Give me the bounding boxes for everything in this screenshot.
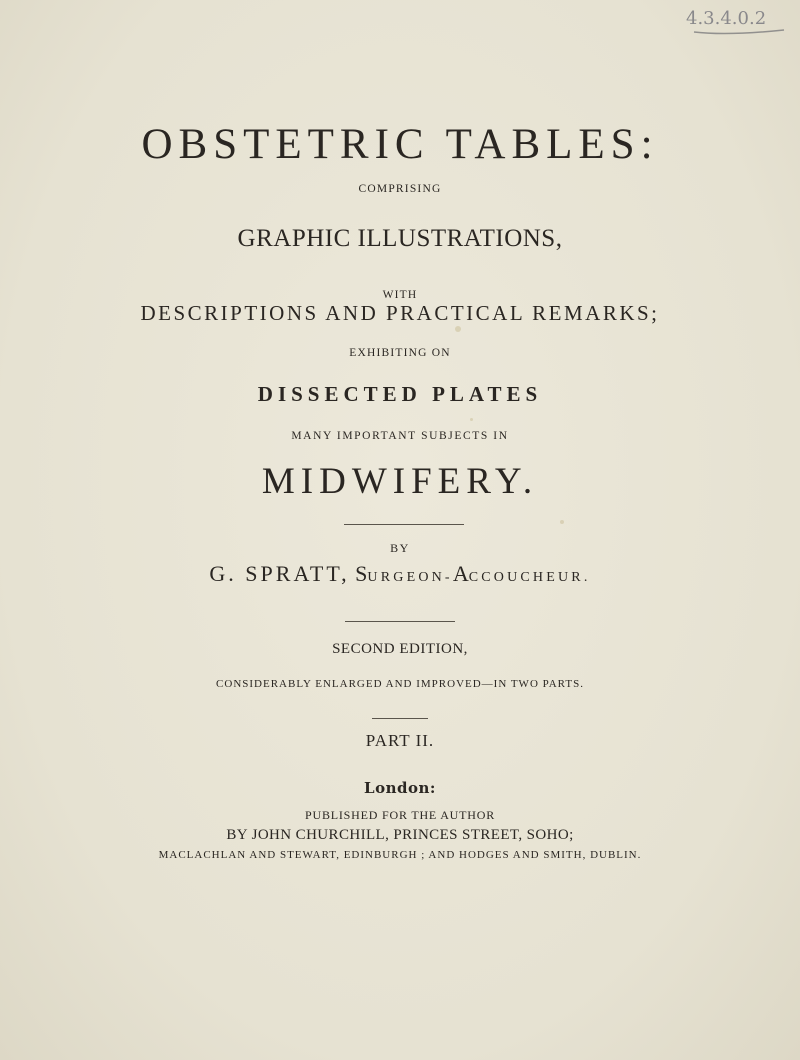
imprint-place: London: [364, 779, 436, 797]
svg-text:4.3.4.0.2: 4.3.4.0.2 [686, 8, 767, 29]
subtitle-graphic-illustrations: GRAPHIC ILLUSTRATIONS, [237, 225, 563, 252]
library-stamp [680, 2, 790, 36]
subtitle-exhibiting: EXHIBITING ON [349, 347, 451, 359]
subtitle-many-subjects: MANY IMPORTANT SUBJECTS IN [291, 430, 509, 442]
author-name: G. SPRATT, [209, 561, 350, 586]
foxing-spot [560, 520, 564, 524]
imprint-publisher: BY JOHN CHURCHILL, PRINCES STREET, SOHO; [226, 827, 574, 843]
subtitle-midwifery: MIDWIFERY. [261, 461, 539, 502]
subtitle-with: WITH [382, 289, 418, 301]
author-title: SURGEON-ACCOUCHEUR. [355, 561, 591, 586]
imprint-published: PUBLISHED FOR THE AUTHOR [305, 808, 495, 822]
divider-rule [345, 621, 455, 622]
imprint-distributors: MACLACHLAN AND STEWART, EDINBURGH ; AND HODGES AND SMITH, DUBLIN. [158, 849, 642, 861]
byline-by: BY [390, 541, 410, 555]
divider-rule [372, 718, 428, 719]
subtitle-descriptions: DESCRIPTIONS AND PRACTICAL REMARKS; [140, 301, 660, 325]
foxing-spot [470, 418, 473, 421]
author-line [0, 559, 800, 593]
subtitle-comprising: COMPRISING [358, 183, 442, 195]
main-title: OBSTETRIC TABLES: [141, 121, 659, 168]
subtitle-dissected-plates: DISSECTED PLATES [257, 382, 543, 406]
divider-rule [344, 524, 464, 525]
edition-note: CONSIDERABLY ENLARGED AND IMPROVED—IN TWO PARTS. [216, 678, 584, 690]
part-number: PART II. [365, 731, 435, 750]
edition-statement: SECOND EDITION, [332, 641, 468, 657]
